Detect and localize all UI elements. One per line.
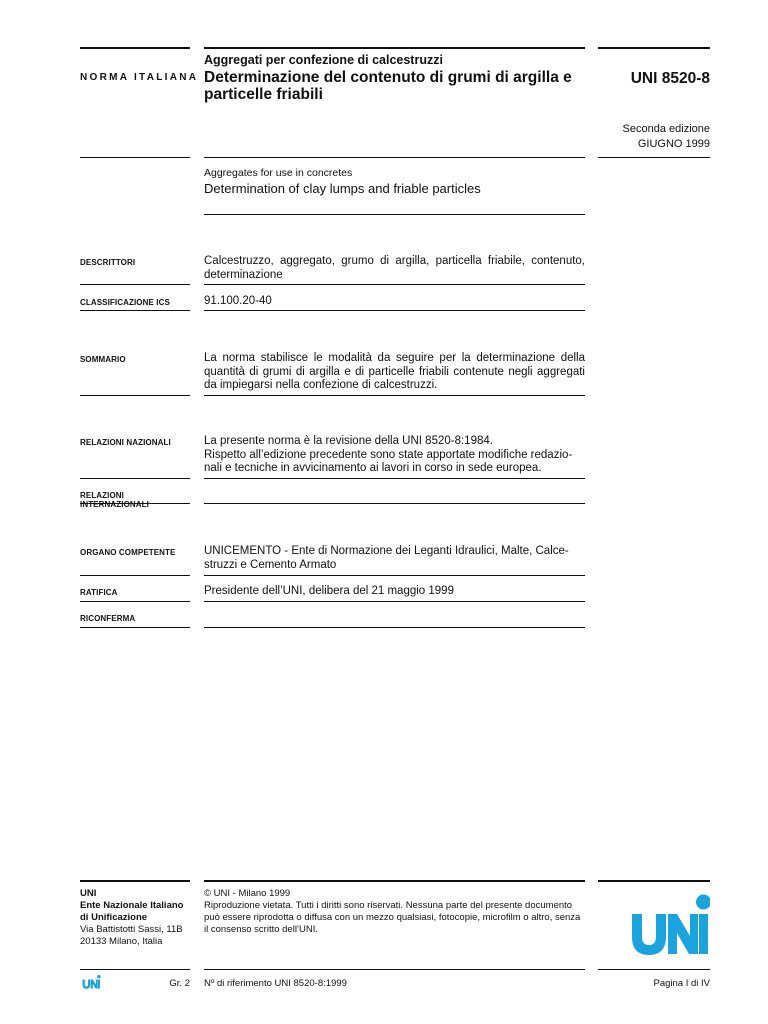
- ics-label: CLASSIFICAZIONE ICS: [80, 298, 170, 307]
- rights-line-3: il consenso scritto dell’UNI.: [204, 924, 319, 935]
- sommario-value: La norma stabilisce le modalità da seguire per la determinazione della quantità di grumi di argilla e di particelle friabili contenute negli aggregati da impiegarsi nella confezione di calcestruzzi.: [204, 352, 585, 391]
- publisher-address-1: Via Battistotti Sassi, 11B: [80, 924, 183, 935]
- group-label: Gr. 2: [169, 978, 190, 989]
- english-title: Determination of clay lumps and friable particles: [204, 181, 481, 196]
- organo-line-2: struzzi e Cemento Armato: [204, 558, 337, 571]
- copyright-line: © UNI - Milano 1999: [204, 888, 291, 899]
- ratifica-rule-left: [80, 601, 190, 602]
- rights-line-1: Riproduzione vietata. Tutti i diritti sono riservati. Nessuna parte del presente documento: [204, 900, 573, 911]
- title-line-2: particelle friabili: [204, 86, 323, 103]
- ics-value: 91.100.20-40: [204, 295, 272, 307]
- relazioni-internazionali-rule-left: [80, 503, 190, 504]
- publisher-address-2: 20133 Milano, Italia: [80, 936, 163, 947]
- descrittori-rule-left: [80, 284, 190, 285]
- ratifica-rule: [204, 601, 585, 602]
- top-rule-center: [204, 47, 585, 49]
- footer-rule-left: [80, 880, 190, 882]
- rights-line-2: può essere riprodotta o diffusa con un mezzo qualsiasi, fotocopie, microfilm o altro, senza: [204, 912, 581, 923]
- ratifica-label: RATIFICA: [80, 588, 118, 597]
- relazioni-nazionali-rule: [204, 478, 585, 479]
- riconferma-rule-left: [80, 627, 190, 628]
- relazioni-nazionali-value: [204, 435, 585, 476]
- footer-rule-right: [598, 880, 710, 882]
- page-number: Pagina I di IV: [653, 978, 710, 989]
- descrittori-label: DESCRITTORI: [80, 258, 136, 267]
- riconferma-rule: [204, 627, 585, 628]
- english-title-rule: [204, 214, 585, 215]
- title-line-1: Determinazione del contenuto di grumi di argilla e: [204, 69, 572, 86]
- publisher-block: [80, 888, 200, 948]
- organo-rule-left: [80, 575, 190, 576]
- relazioni-internazionali-label: RELAZIONI INTERNAZIONALI: [80, 491, 149, 509]
- uni-logo-large: [628, 890, 710, 960]
- footer-rule-center: [204, 880, 585, 882]
- sommario-rule-left: [80, 395, 190, 396]
- relazioni-internazionali-rule: [204, 503, 585, 504]
- sommario-rule: [204, 395, 585, 396]
- reference-number: Nº di riferimento UNI 8520-8:1999: [204, 978, 347, 989]
- footer-bottom-rule-center: [204, 969, 585, 970]
- uni-logo-graphic: [628, 890, 710, 960]
- header-rule-center: [204, 157, 585, 158]
- organo-value: [204, 545, 585, 572]
- publisher-name-2: di Unificazione: [80, 912, 148, 923]
- relazioni-nazionali-line-2: Rispetto all’edizione precedente sono state apportate modifiche redazio-: [204, 448, 573, 461]
- document-title: [204, 69, 572, 103]
- relazioni-nazionali-line-3: nali e tecniche in avvicinamento ai lavori in corso in sede europea.: [204, 462, 542, 474]
- ratifica-value: Presidente dell’UNI, delibera del 21 maggio 1999: [204, 585, 454, 597]
- header-rule-right: [598, 157, 710, 158]
- publisher-name-1: Ente Nazionale Italiano: [80, 900, 184, 911]
- footer-bottom-rule-right: [598, 969, 710, 970]
- relazioni-nazionali-line-1: La presente norma è la revisione della UNI 8520-8:1984.: [204, 435, 493, 447]
- relazioni-nazionali-rule-left: [80, 478, 190, 479]
- top-rule-left: [80, 47, 190, 49]
- organo-rule: [204, 575, 585, 576]
- ics-rule: [204, 310, 585, 311]
- norma-label: NORMA ITALIANA: [80, 72, 199, 83]
- footer-bottom-rule-left: [80, 969, 190, 970]
- uni-logo-small-graphic: [80, 974, 102, 990]
- organo-label: ORGANO COMPETENTE: [80, 548, 176, 557]
- top-rule-right: [598, 47, 710, 49]
- ics-rule-left: [80, 310, 190, 311]
- edition-label: Seconda edizione: [622, 123, 710, 135]
- header-rule-left: [80, 157, 190, 158]
- descrittori-value: Calcestruzzo, aggregato, grumo di argilla, particella friabile, contenuto, determinazione: [204, 255, 585, 281]
- document-subtitle: Aggregati per confezione di calcestruzzi: [204, 53, 443, 67]
- uni-logo-small: [80, 974, 102, 990]
- edition-date: GIUGNO 1999: [637, 138, 710, 150]
- organo-line-1: UNICEMENTO - Ente di Normazione dei Leganti Idraulici, Malte, Calce-: [204, 545, 569, 557]
- descrittori-rule: [204, 284, 585, 285]
- standard-code: UNI 8520-8: [630, 70, 710, 87]
- copyright-block: [204, 888, 594, 936]
- english-subtitle: Aggregates for use in concretes: [204, 167, 353, 179]
- sommario-label: SOMMARIO: [80, 355, 126, 364]
- riconferma-label: RICONFERMA: [80, 614, 136, 623]
- publisher-short: UNI: [80, 888, 97, 899]
- relazioni-nazionali-label: RELAZIONI NAZIONALI: [80, 438, 171, 447]
